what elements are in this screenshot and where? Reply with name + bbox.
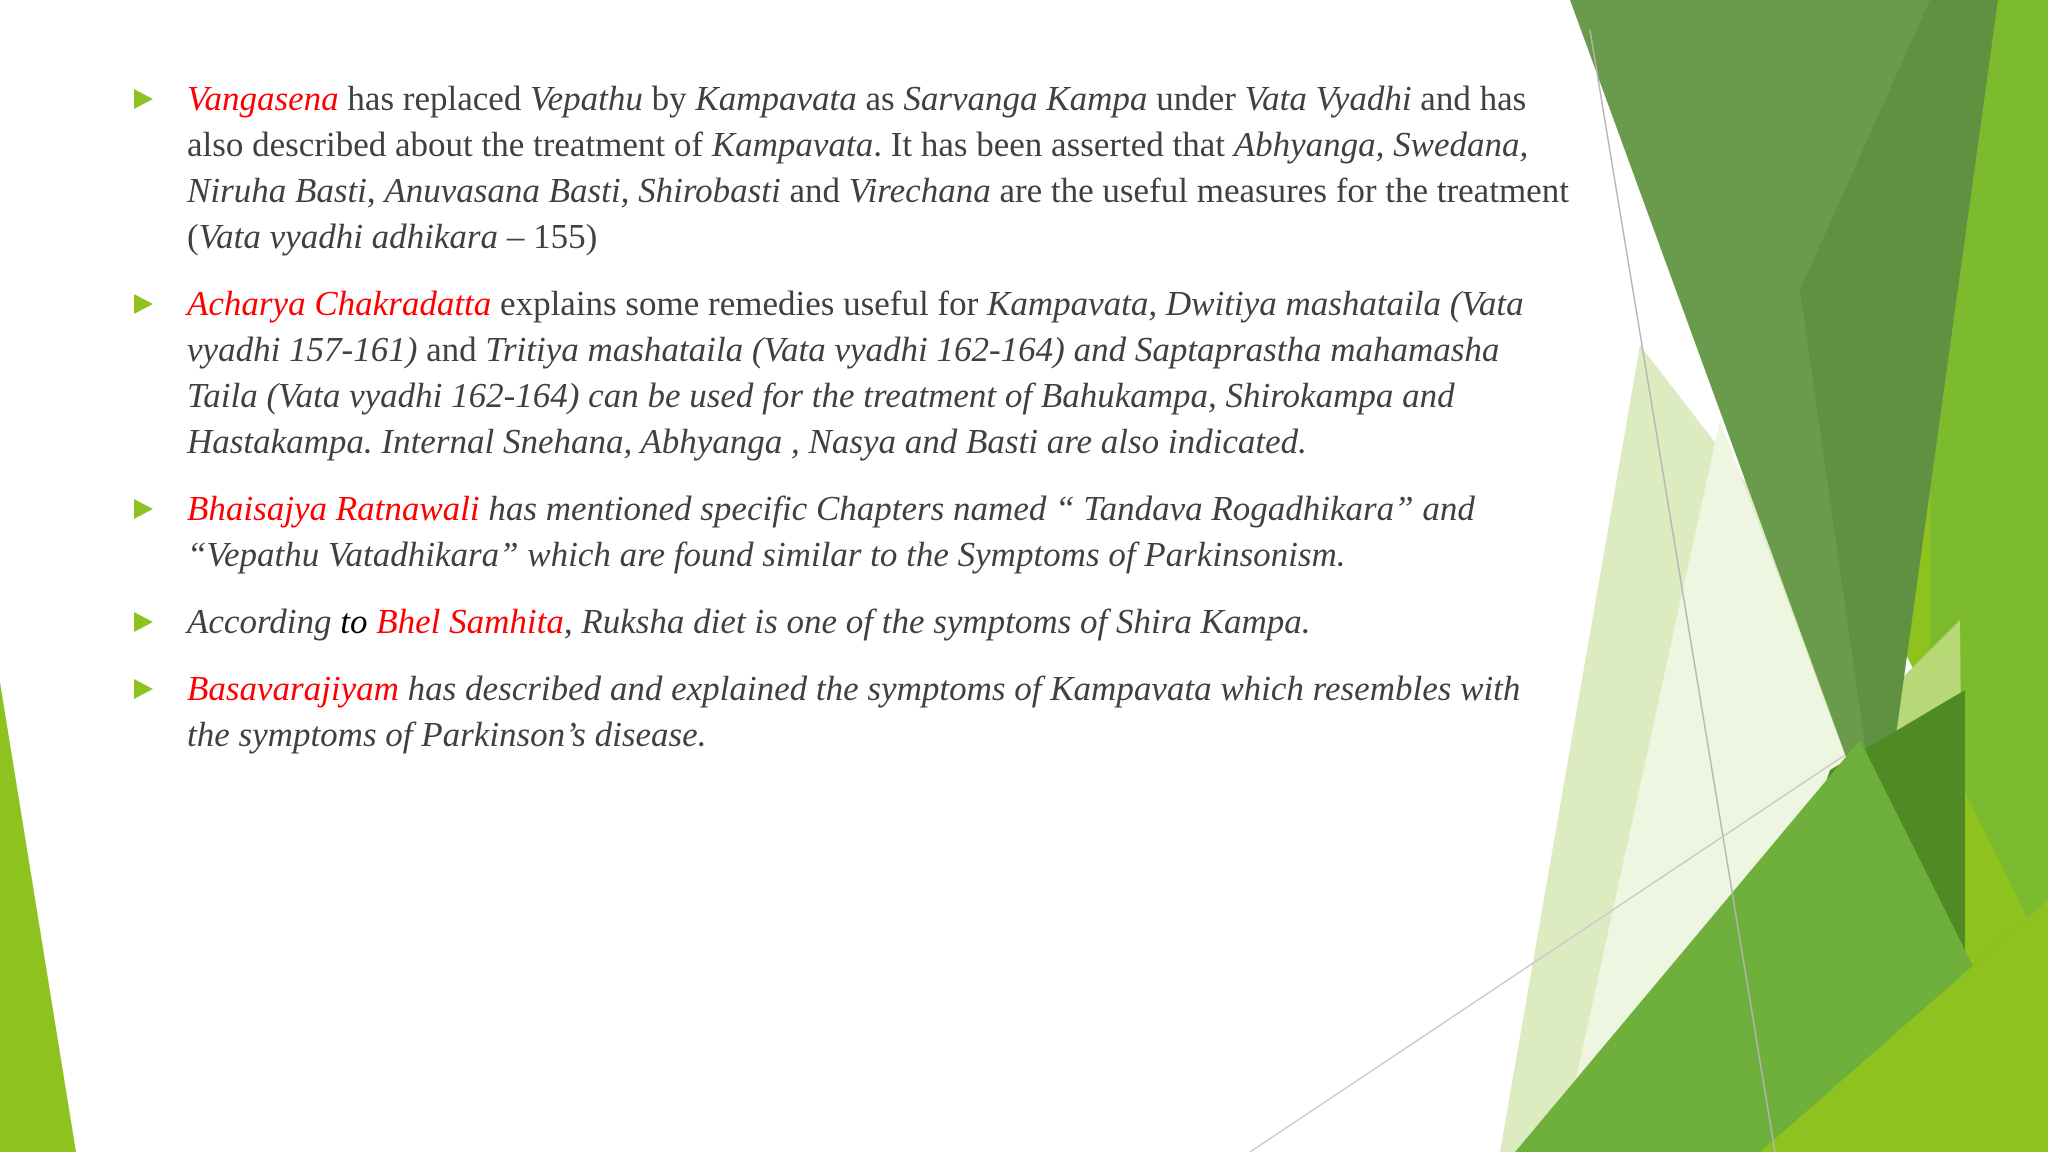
text-segment: Hastakampa. Internal Snehana, Abhyanga , Nasya and Basti are also indicated.	[187, 422, 1307, 461]
text-segment	[367, 602, 376, 641]
text-segment: under	[1147, 79, 1245, 118]
text-segment: Vepathu	[530, 79, 643, 118]
text-segment: by	[642, 79, 696, 118]
triangle-bullet-icon	[134, 294, 153, 314]
text-segment: Kampavata, Dwitiya mashataila (Vata	[986, 284, 1524, 323]
text-segment: vyadhi 157-161)	[187, 330, 418, 369]
text-segment: the symptoms of Parkinson’s disease.	[187, 715, 707, 754]
bullet-list	[130, 76, 1730, 779]
left-green-sliver	[0, 682, 76, 1152]
source-name: Basavarajiyam	[187, 669, 399, 708]
text-segment: has replaced	[338, 79, 531, 118]
text-segment: Taila (Vata vyadhi 162-164) can be used for the treatment of Bahukampa, Shirokampa and	[187, 376, 1455, 415]
text-segment: explains some remedies useful for	[491, 284, 987, 323]
text-segment: and	[780, 171, 849, 210]
text-segment: and	[417, 330, 486, 369]
text-segment: (	[187, 217, 199, 256]
text-segment: According	[187, 602, 341, 641]
text-segment: has mentioned specific Chapters named “ Tandava Rogadhikara” and	[479, 489, 1475, 528]
triangle-bullet-icon	[134, 612, 153, 632]
bullet-item	[130, 281, 1730, 465]
triangle-bullet-icon	[134, 679, 153, 699]
text-segment: Kampavata	[711, 125, 874, 164]
text-segment: , Ruksha diet is one of the symptoms of Shira Kampa.	[563, 602, 1311, 641]
bullet-item	[130, 599, 1730, 645]
text-segment: Sarvanga Kampa	[903, 79, 1148, 118]
bullet-item	[130, 76, 1730, 260]
text-segment: Tritiya mashataila (Vata vyadhi 162-164) and Saptaprastha mahamasha	[485, 330, 1500, 369]
bullet-text	[187, 76, 1730, 260]
source-name: Acharya Chakradatta	[187, 284, 492, 323]
triangle-bullet-icon	[134, 89, 153, 109]
triangle-bullet-icon	[134, 499, 153, 519]
text-segment: are the useful measures for the treatment	[990, 171, 1569, 210]
text-segment: to	[340, 602, 368, 641]
text-segment: as	[856, 79, 904, 118]
text-segment: Vata Vyadhi	[1244, 79, 1412, 118]
bullet-item	[130, 666, 1730, 758]
text-segment: Vata vyadhi adhikara	[198, 217, 499, 256]
source-name: Bhel Samhita	[376, 602, 564, 641]
text-segment: Abhyanga, Swedana,	[1233, 125, 1529, 164]
text-segment: also described about the treatment of	[187, 125, 712, 164]
text-segment: has described and explained the symptoms of Kampavata which resembles with	[398, 669, 1521, 708]
bullet-item	[130, 486, 1730, 578]
bullet-text	[187, 666, 1730, 758]
text-segment: . It has been asserted that	[873, 125, 1234, 164]
text-segment: “Vepathu Vatadhikara” which are found similar to the Symptoms of Parkinsonism.	[187, 535, 1346, 574]
text-segment: Niruha Basti	[187, 171, 367, 210]
text-segment: ,	[366, 171, 385, 210]
text-segment: and has	[1411, 79, 1527, 118]
text-segment: Virechana	[848, 171, 991, 210]
source-name: Vangasena	[187, 79, 339, 118]
source-name: Bhaisajya Ratnawali	[187, 489, 480, 528]
text-segment: – 155)	[498, 217, 598, 256]
bullet-text	[187, 281, 1730, 465]
bullet-text	[187, 599, 1730, 645]
text-segment: Anuvasana Basti, Shirobasti	[384, 171, 781, 210]
bullet-text	[187, 486, 1730, 578]
text-segment: Kampavata	[695, 79, 857, 118]
